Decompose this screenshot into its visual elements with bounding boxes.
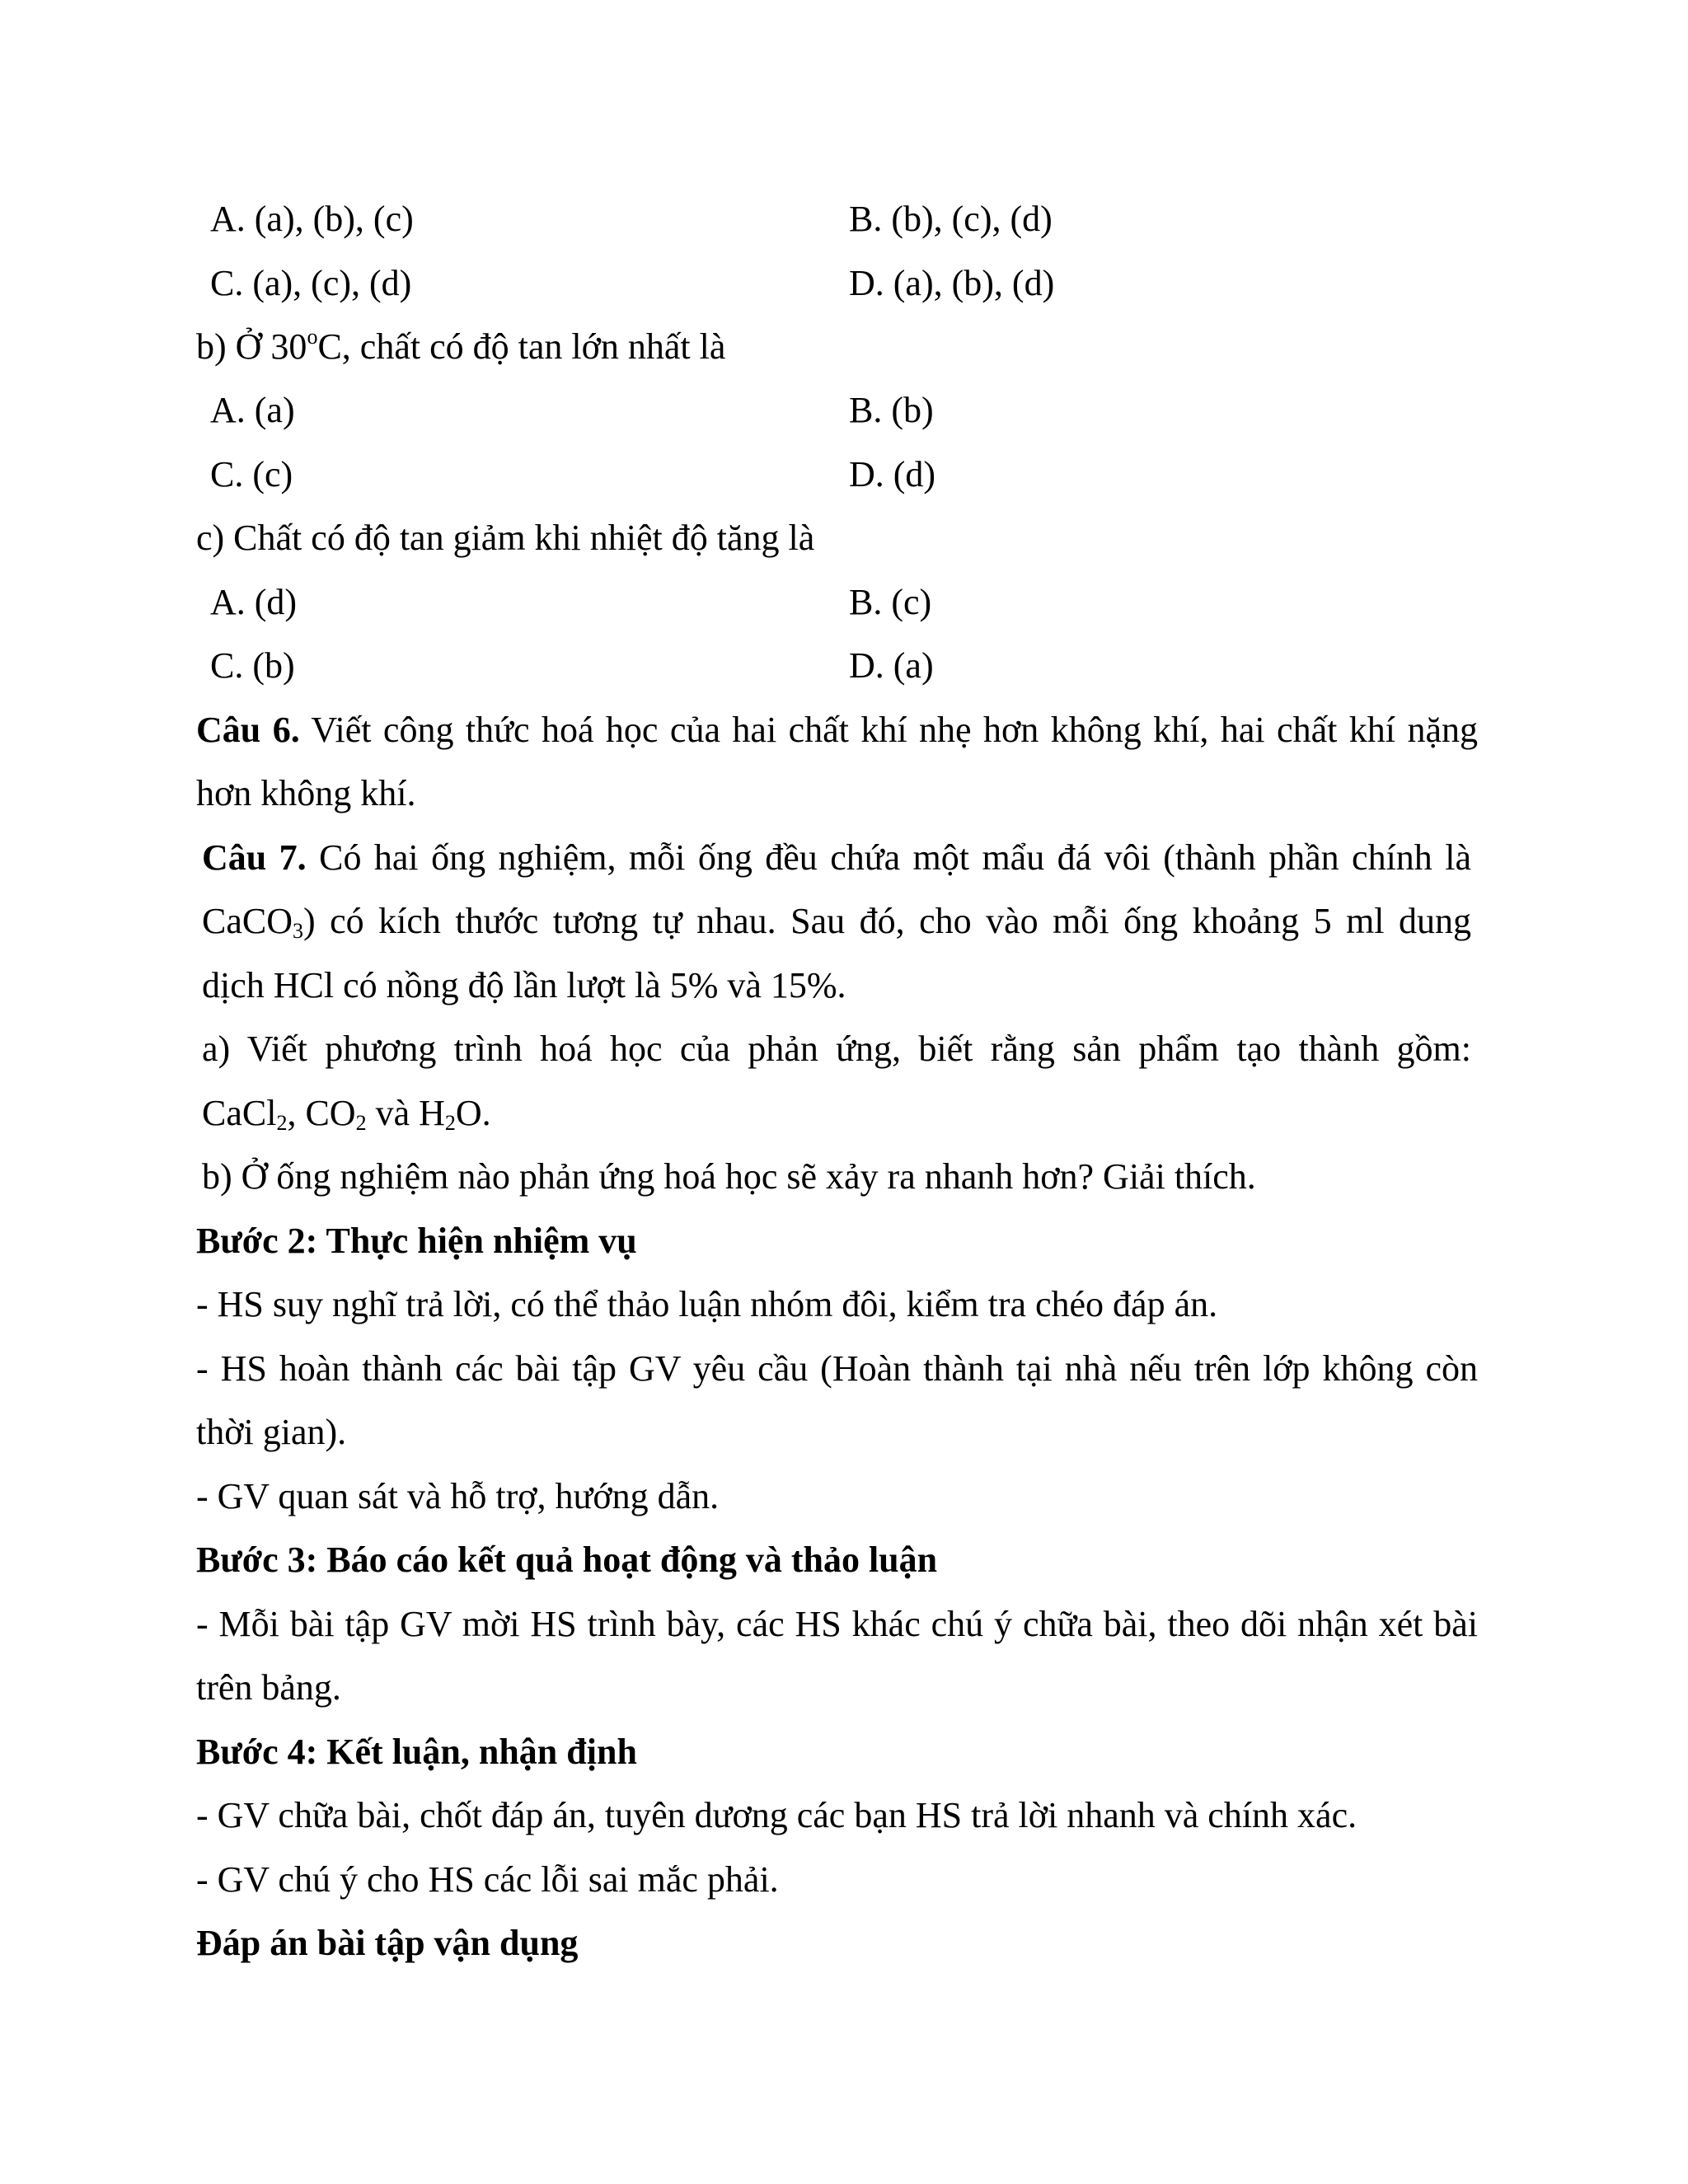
subscript: 3 bbox=[293, 919, 303, 943]
q6-line-1 bbox=[196, 709, 1478, 752]
q5b-option-c: C. (c) bbox=[210, 454, 293, 494]
q5b-stem-text: b) Ở 30 bbox=[196, 326, 307, 367]
formula-end: O. bbox=[455, 1093, 491, 1133]
step3-line-1a: - Mỗi bài tập GV mời HS trình bày, các HS khác chú ý chữa bài, theo dõi nhận xét bài bbox=[196, 1604, 1478, 1644]
q5a-option-b: B. (b), (c), (d) bbox=[849, 199, 1053, 239]
q7-text: Có hai ống nghiệm, mỗi ống đều chứa một mẩu đá vôi (thành phần chính là bbox=[306, 837, 1471, 878]
q7-text-2: ) có kích thước tương tự nhau. Sau đó, cho vào mỗi ống khoảng 5 ml dung bbox=[303, 901, 1471, 941]
q6-line-2: hơn không khí. bbox=[196, 773, 416, 813]
q7-line-1 bbox=[202, 837, 1471, 879]
q5c-option-d: D. (a) bbox=[849, 645, 934, 686]
step3-line-1b: trên bảng. bbox=[196, 1667, 341, 1708]
q5c-stem: c) Chất có độ tan giảm khi nhiệt độ tăng là bbox=[196, 518, 815, 558]
q6-label: Câu 6. bbox=[196, 710, 300, 750]
subscript: 2 bbox=[276, 1111, 288, 1135]
formula-caco3: CaCO bbox=[202, 901, 293, 941]
q5b-option-d: D. (d) bbox=[849, 454, 936, 494]
step2-heading: Bước 2: Thực hiện nhiệm vụ bbox=[196, 1221, 637, 1261]
answers-heading: Đáp án bài tập vận dụng bbox=[196, 1923, 579, 1963]
q7a-line-2 bbox=[202, 1092, 491, 1135]
step3-heading: Bước 3: Báo cáo kết quả hoạt động và thảo luận bbox=[196, 1540, 938, 1580]
q5b-option-a: A. (a) bbox=[210, 390, 295, 430]
q7-line-3: dịch HCl có nồng độ lần lượt là 5% và 15%. bbox=[202, 965, 846, 1005]
q5a-option-d: D. (a), (b), (d) bbox=[849, 263, 1055, 303]
q5b-option-b: B. (b) bbox=[849, 390, 934, 430]
q5a-option-a: A. (a), (b), (c) bbox=[210, 199, 414, 239]
q7b-line: b) Ở ống nghiệm nào phản ứng hoá học sẽ xảy ra nhanh hơn? Giải thích. bbox=[202, 1156, 1256, 1197]
q5c-option-b: B. (c) bbox=[849, 582, 932, 622]
step2-line-3: - GV quan sát và hỗ trợ, hướng dẫn. bbox=[196, 1476, 720, 1516]
degree-sup: o bbox=[307, 325, 318, 349]
formula-cacl2: CaCl bbox=[202, 1093, 277, 1133]
formula-co2: , CO bbox=[287, 1093, 356, 1133]
step2-line-1: - HS suy nghĩ trả lời, có thể thảo luận nhóm đôi, kiểm tra chéo đáp án. bbox=[196, 1284, 1218, 1324]
step4-heading: Bước 4: Kết luận, nhận định bbox=[196, 1732, 637, 1772]
q5c-option-c: C. (b) bbox=[210, 645, 295, 686]
formula-h2o: và H bbox=[366, 1093, 445, 1133]
subscript: 2 bbox=[355, 1111, 367, 1135]
q5b-stem bbox=[196, 326, 725, 368]
step2-line-2b: thời gian). bbox=[196, 1412, 347, 1452]
q5c-option-a: A. (d) bbox=[210, 582, 298, 622]
step4-line-1: - GV chữa bài, chốt đáp án, tuyên dương các bạn HS trả lời nhanh và chính xác. bbox=[196, 1795, 1357, 1835]
step2-line-2a: - HS hoàn thành các bài tập GV yêu cầu (Hoàn thành tại nhà nếu trên lớp không còn bbox=[196, 1348, 1478, 1389]
q7-label: Câu 7. bbox=[202, 837, 307, 878]
q5a-option-c: C. (a), (c), (d) bbox=[210, 263, 412, 303]
q7-line-2 bbox=[202, 900, 1471, 943]
q5b-stem-rest: C, chất có độ tan lớn nhất là bbox=[317, 326, 726, 367]
step4-line-2: - GV chú ý cho HS các lỗi sai mắc phải. bbox=[196, 1859, 779, 1900]
q6-text: Viết công thức hoá học của hai chất khí nhẹ hơn không khí, hai chất khí nặng bbox=[299, 710, 1479, 750]
q7a-line-1: a) Viết phương trình hoá học của phản ứng, biết rằng sản phẩm tạo thành gồm: bbox=[202, 1029, 1471, 1069]
subscript: 2 bbox=[444, 1111, 456, 1135]
